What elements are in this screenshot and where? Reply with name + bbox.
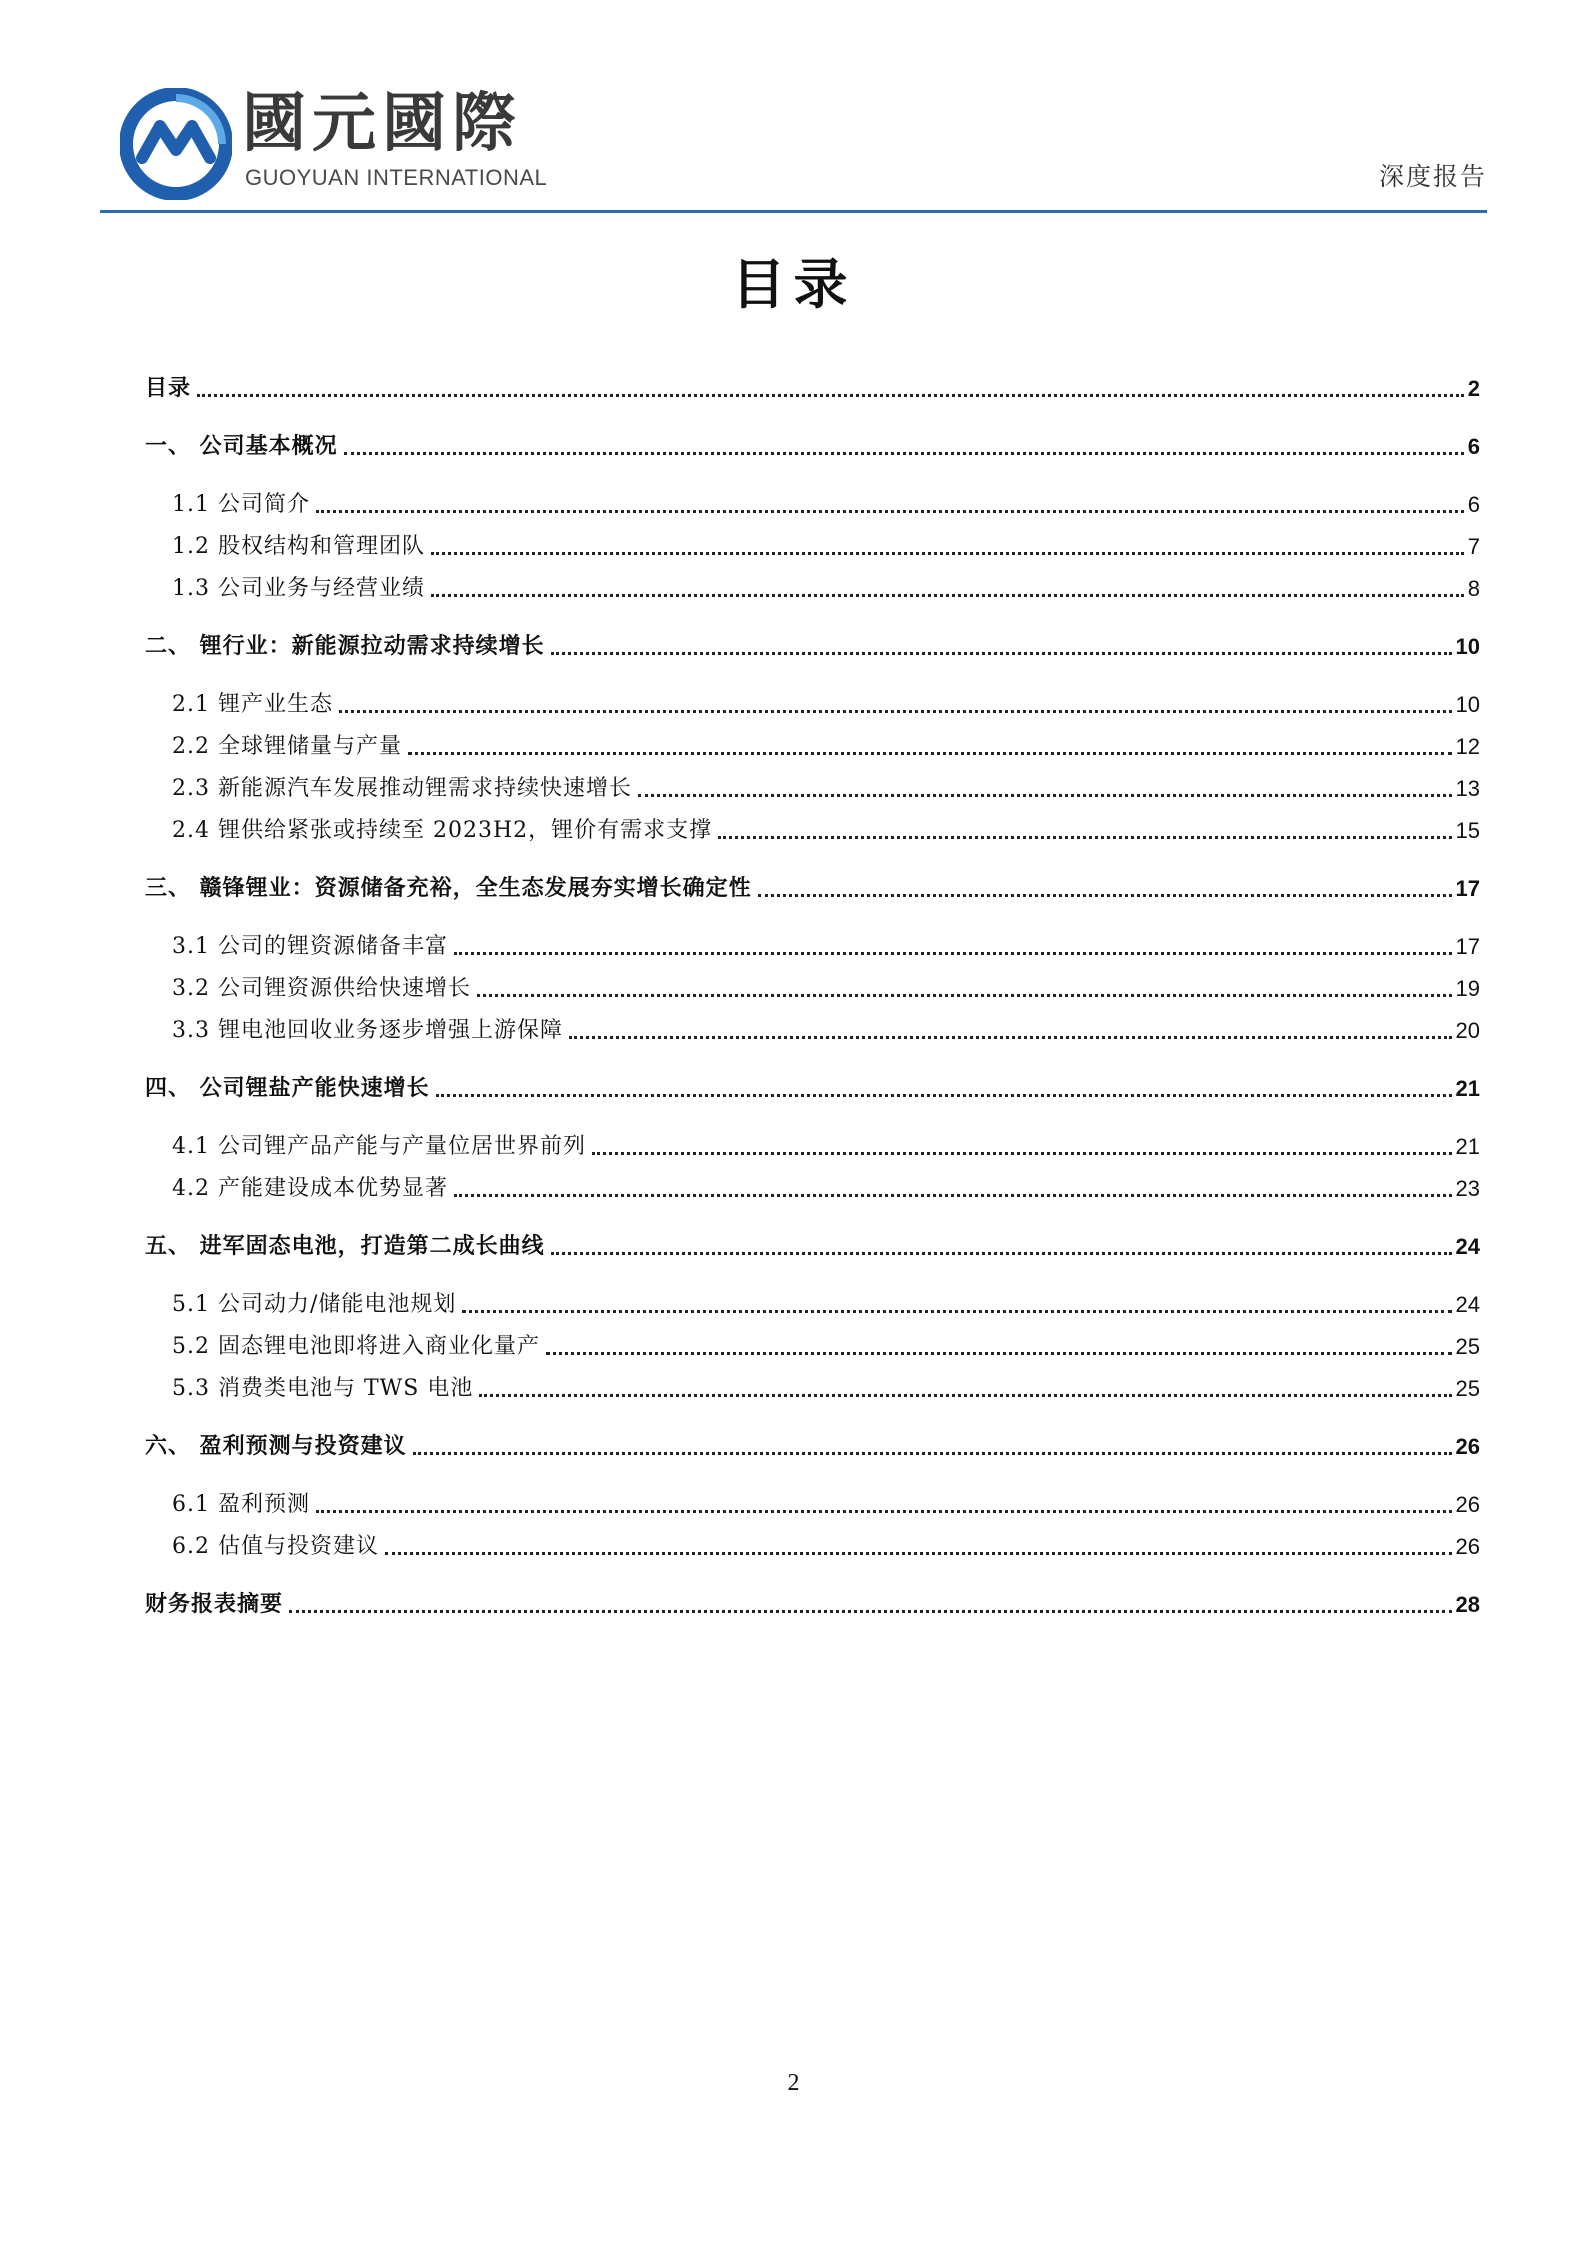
toc-leader-dots — [339, 710, 1452, 713]
toc-entry-label: 3.3 锂电池回收业务逐步增强上游保障 — [172, 1018, 563, 1043]
toc-entry[interactable] — [172, 1170, 1480, 1204]
toc-entry-label: 5.2 固态锂电池即将进入商业化量产 — [172, 1334, 540, 1359]
toc-entry[interactable] — [172, 570, 1480, 604]
toc-leader-dots — [477, 994, 1452, 997]
toc-leader-dots — [436, 1094, 1452, 1097]
toc-leader-dots — [479, 1394, 1451, 1397]
toc-entry[interactable] — [172, 970, 1480, 1004]
toc-entry-label: 六、 盈利预测与投资建议 — [145, 1434, 407, 1459]
toc-entry-label: 3.1 公司的锂资源储备丰富 — [172, 934, 448, 959]
toc-entry-label: 1.3 公司业务与经营业绩 — [172, 576, 425, 601]
toc-entry-page: 2 — [1467, 376, 1480, 401]
toc-leader-dots — [546, 1352, 1452, 1355]
toc-entry-page: 6 — [1467, 492, 1480, 517]
toc-entry-page: 26 — [1455, 1492, 1480, 1517]
toc-entry-page: 10 — [1455, 692, 1480, 717]
toc-entry[interactable] — [172, 1486, 1480, 1520]
toc-entry-label: 1.1 公司简介 — [172, 492, 310, 517]
toc-entry-page: 26 — [1455, 1434, 1480, 1459]
toc-entry[interactable] — [172, 686, 1480, 720]
toc-entry-page: 7 — [1467, 534, 1480, 559]
toc-entry-label: 一、 公司基本概况 — [145, 434, 338, 459]
toc-entry-label: 三、 赣锋锂业：资源储备充裕，全生态发展夯实增长确定性 — [145, 876, 752, 901]
toc-entry-label: 目录 — [145, 376, 192, 401]
toc-entry-label: 6.2 估值与投资建议 — [172, 1534, 379, 1559]
toc-entry-label: 2.3 新能源汽车发展推动锂需求持续快速增长 — [172, 776, 632, 801]
brand-name-en: GUOYUAN INTERNATIONAL — [245, 165, 548, 190]
toc-entry-page: 26 — [1455, 1534, 1480, 1559]
toc-entry[interactable] — [172, 812, 1480, 846]
toc-entry-page: 19 — [1455, 976, 1480, 1001]
toc-entry[interactable] — [145, 1070, 1480, 1104]
header-divider — [100, 210, 1487, 213]
toc-entry-page: 23 — [1455, 1176, 1480, 1201]
toc-leader-dots — [344, 452, 1464, 455]
toc-leader-dots — [462, 1310, 1451, 1313]
toc-entry[interactable] — [172, 928, 1480, 962]
page-number: 2 — [787, 2070, 800, 2096]
toc-entry-page: 13 — [1455, 776, 1480, 801]
toc-entry-label: 5.1 公司动力/储能电池规划 — [172, 1292, 457, 1317]
toc-entry-label: 五、 进军固态电池，打造第二成长曲线 — [145, 1234, 545, 1259]
toc-entry-label: 2.2 全球锂储量与产量 — [172, 734, 402, 759]
toc-leader-dots — [316, 1510, 1452, 1513]
toc-entry[interactable] — [145, 1428, 1480, 1462]
toc-leader-dots — [638, 794, 1452, 797]
toc-entry-page: 24 — [1455, 1234, 1480, 1259]
toc-entry-label: 5.3 消费类电池与 TWS 电池 — [172, 1376, 474, 1401]
toc-entry[interactable] — [145, 428, 1480, 462]
toc-entry[interactable] — [145, 370, 1480, 404]
toc-leader-dots — [316, 510, 1464, 513]
toc-entry[interactable] — [172, 1012, 1480, 1046]
toc-entry-page: 15 — [1455, 818, 1480, 843]
toc-entry[interactable] — [145, 1228, 1480, 1262]
toc-entry-page: 10 — [1455, 634, 1480, 659]
toc-entry[interactable] — [172, 1328, 1480, 1362]
toc-entry-label: 4.1 公司锂产品产能与产量位居世界前列 — [172, 1134, 586, 1159]
toc-entry[interactable] — [172, 528, 1480, 562]
toc-entry-page: 25 — [1455, 1376, 1480, 1401]
toc-entry-label: 3.2 公司锂资源供给快速增长 — [172, 976, 471, 1001]
page-header — [0, 0, 1587, 215]
toc-leader-dots — [718, 836, 1451, 839]
toc-entry-page: 28 — [1455, 1592, 1480, 1617]
toc-entry-page: 25 — [1455, 1334, 1480, 1359]
toc-entry-page: 17 — [1455, 934, 1480, 959]
toc-entry-page: 8 — [1467, 576, 1480, 601]
toc-entry[interactable] — [145, 628, 1480, 662]
toc-leader-dots — [454, 952, 1452, 955]
guoyuan-logo-icon — [120, 88, 232, 200]
report-type-label: 深度报告 — [1378, 162, 1487, 191]
toc-leader-dots — [758, 894, 1452, 897]
toc-entry-label: 四、 公司锂盐产能快速增长 — [145, 1076, 430, 1101]
toc-entry[interactable] — [172, 1128, 1480, 1162]
toc-leader-dots — [551, 1252, 1452, 1255]
toc-leader-dots — [431, 594, 1464, 597]
toc-entry-label: 2.1 锂产业生态 — [172, 692, 333, 717]
toc-entry[interactable] — [172, 728, 1480, 762]
toc-entry-page: 6 — [1467, 434, 1480, 459]
toc-entry-label: 2.4 锂供给紧张或持续至 2023H2，锂价有需求支撑 — [172, 818, 713, 843]
brand-name-cn: 國元國際 — [242, 87, 522, 161]
toc-leader-dots — [454, 1194, 1452, 1197]
toc-entry[interactable] — [145, 1586, 1480, 1620]
toc-leader-dots — [569, 1036, 1452, 1039]
toc-leader-dots — [592, 1152, 1452, 1155]
toc-entry-page: 21 — [1455, 1076, 1480, 1101]
toc-leader-dots — [408, 752, 1452, 755]
toc-leader-dots — [385, 1552, 1452, 1555]
toc-entry[interactable] — [172, 770, 1480, 804]
toc-entry[interactable] — [145, 870, 1480, 904]
toc-entry-page: 21 — [1455, 1134, 1480, 1159]
toc-entry[interactable] — [172, 1528, 1480, 1562]
toc-leader-dots — [551, 652, 1452, 655]
toc-leader-dots — [431, 552, 1464, 555]
page-title: 目录 — [731, 253, 856, 316]
toc-entry-label: 4.2 产能建设成本优势显著 — [172, 1176, 448, 1201]
toc-entry[interactable] — [172, 1286, 1480, 1320]
toc-entry-label: 二、 锂行业：新能源拉动需求持续增长 — [145, 634, 545, 659]
toc-entry-page: 20 — [1455, 1018, 1480, 1043]
toc-entry-label: 6.1 盈利预测 — [172, 1492, 310, 1517]
toc-entry[interactable] — [172, 1370, 1480, 1404]
toc-leader-dots — [413, 1452, 1452, 1455]
toc-entry-page: 24 — [1455, 1292, 1480, 1317]
toc-entry-label: 1.2 股权结构和管理团队 — [172, 534, 425, 559]
toc-entry-page: 12 — [1455, 734, 1480, 759]
toc-leader-dots — [197, 394, 1464, 397]
toc-entry-page: 17 — [1455, 876, 1480, 901]
toc-entry[interactable] — [172, 486, 1480, 520]
toc-entry-label: 财务报表摘要 — [145, 1592, 284, 1617]
toc-leader-dots — [289, 1610, 1452, 1613]
